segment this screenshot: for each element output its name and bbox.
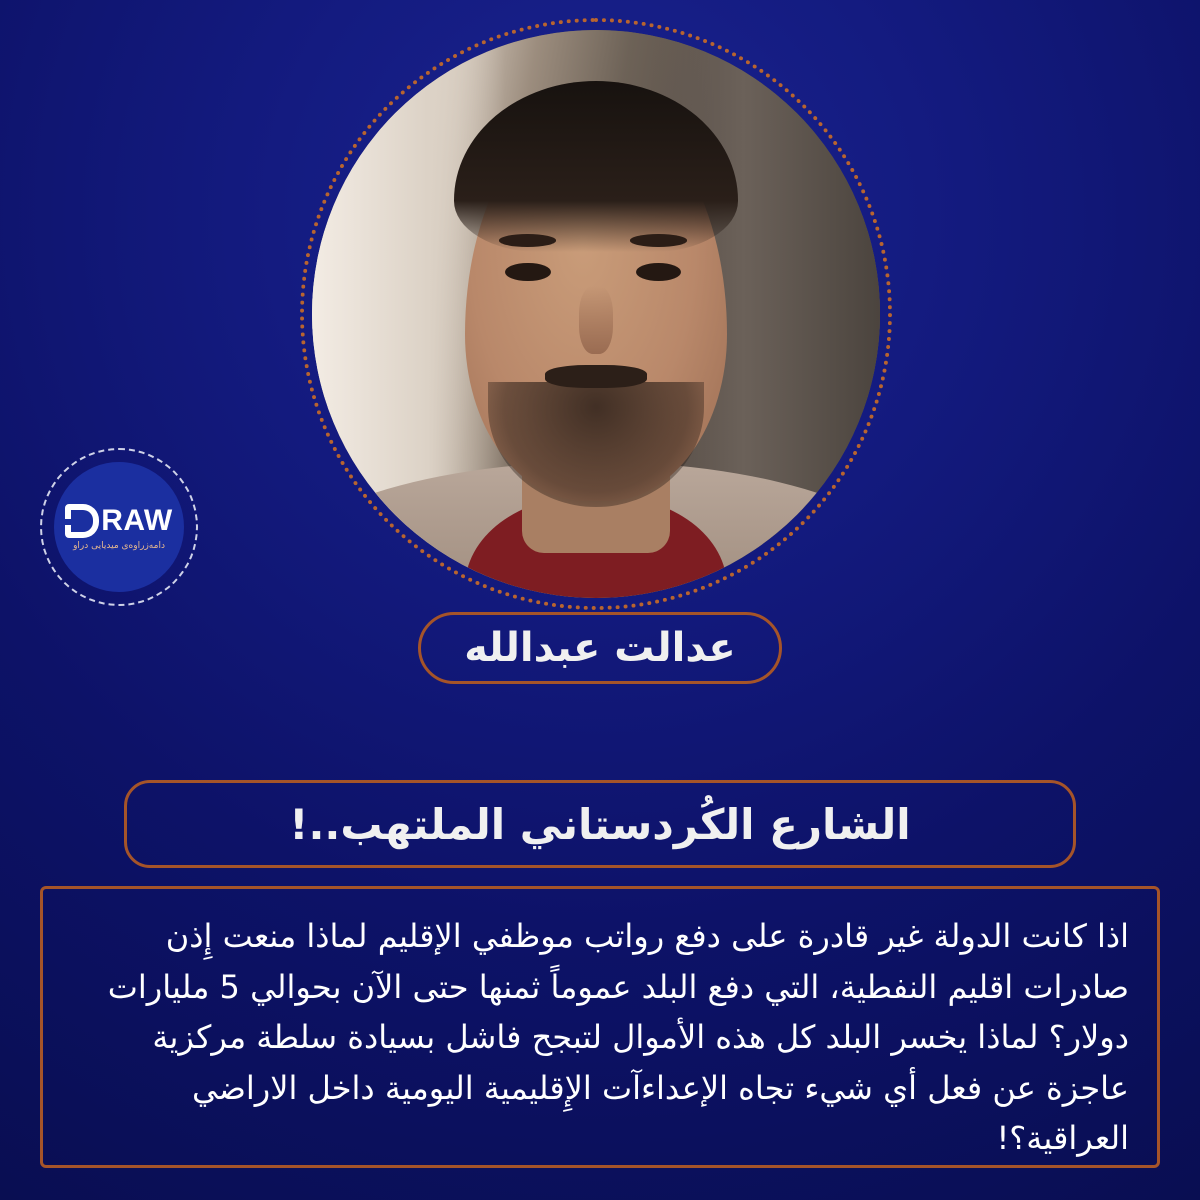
avatar	[300, 18, 892, 610]
avatar-photo	[312, 30, 880, 598]
headline-text: الشارع الكُردستاني الملتهب..!	[289, 799, 911, 849]
headline-badge	[124, 780, 1076, 868]
photo-nose	[579, 286, 613, 354]
photo-eye-left	[505, 263, 550, 281]
logo-tagline: دامەزراوەی میدیایی دراو	[73, 540, 165, 551]
brand-logo	[40, 448, 198, 606]
logo-mark	[65, 504, 173, 538]
photo-eye-right	[636, 263, 681, 281]
portrait-illustration	[312, 30, 880, 598]
author-name: عدالت عبدالله	[464, 625, 736, 671]
photo-eyebrow-left	[499, 234, 556, 246]
logo-badge	[54, 462, 184, 592]
logo-d-icon	[65, 504, 99, 538]
photo-eyebrow-right	[630, 234, 687, 246]
article-body-box	[40, 886, 1160, 1168]
article-paragraph: اذا كانت الدولة غير قادرة على دفع رواتب موظفي الإقليم لماذا منعت إِذن صادرات اقليم النفطية، التي دفع البلد عموماً ثمنها حتى الآن بحوالي 5 مليارات دولار؟ لماذا يخسر البلد كل هذه الأموال لتبجح فاشل بسيادة سلطة مركزية عاجزة عن فعل أي شيء تجاه الإعداءآت الإِقليمية اليومية داخل الاراضي العراقية؟!	[107, 917, 1129, 1158]
logo-wordmark: RAW	[101, 503, 173, 537]
photo-mustache	[545, 365, 647, 388]
decorative-arc-corner	[0, 0, 90, 90]
author-name-badge	[418, 612, 782, 684]
